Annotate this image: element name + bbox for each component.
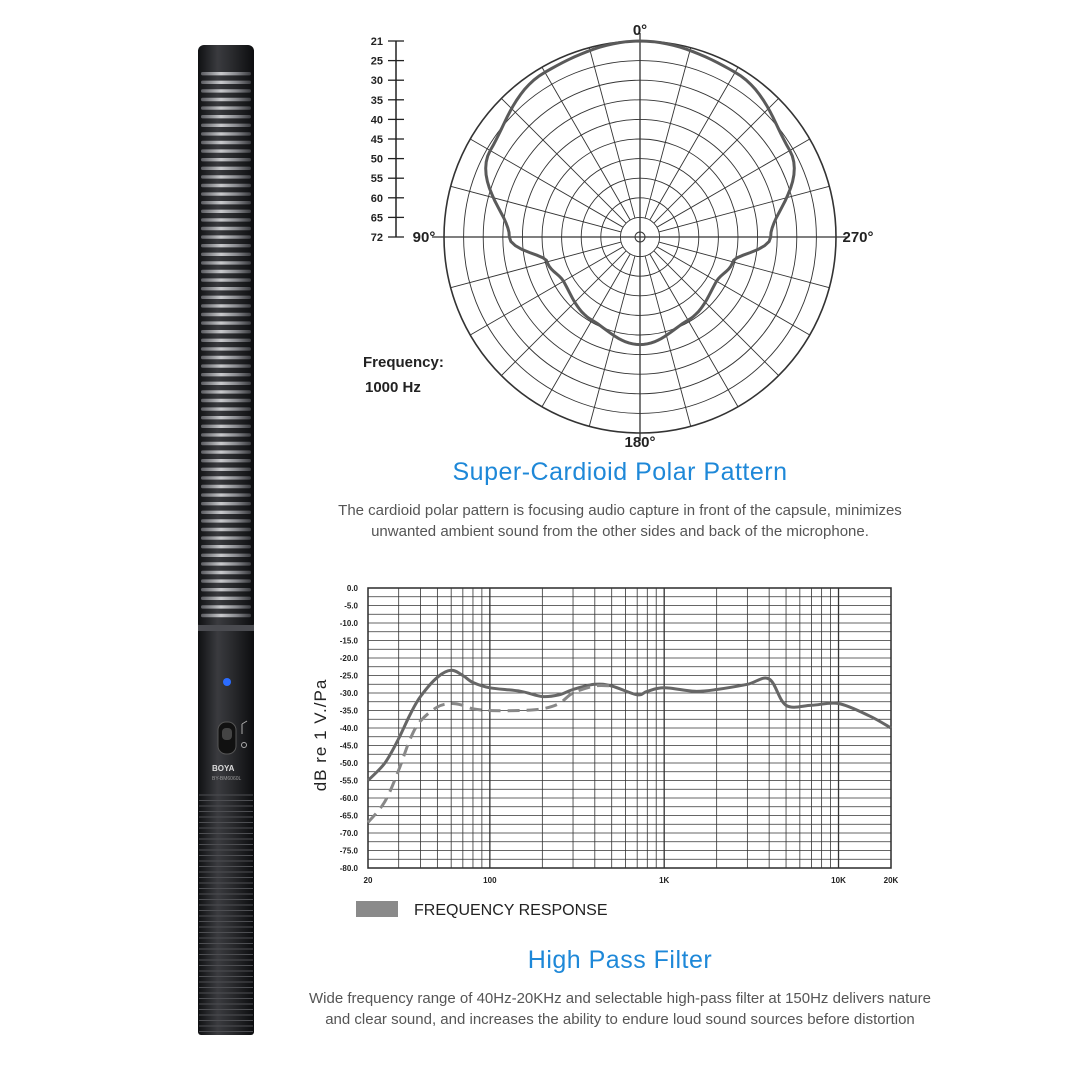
frequency-x-tick: 100	[483, 876, 497, 885]
polar-scale-label: 50	[370, 153, 383, 166]
polar-angle-label-0: 0°	[632, 22, 648, 39]
frequency-y-tick: -40.0	[339, 724, 358, 733]
polar-scale-label: 60	[370, 192, 383, 205]
frequency-legend-label: FREQUENCY RESPONSE	[414, 902, 608, 919]
polar-scale-label: 45	[370, 134, 383, 146]
polar-scale-label: 30	[370, 75, 383, 88]
polar-angle-label-270: 270°	[842, 229, 874, 246]
hpf-section-description	[262, 988, 978, 1030]
frequency-y-tick: -45.0	[339, 741, 358, 751]
frequency-y-tick: -65.0	[339, 811, 358, 821]
frequency-y-tick: -20.0	[339, 654, 358, 663]
hpf-description-line-2: and clear sound, and increases the ability to endure loud sound sources before distortion	[325, 1011, 915, 1028]
polar-scale-label: 21	[370, 36, 383, 48]
frequency-series-solid	[368, 670, 891, 780]
frequency-y-tick: -50.0	[339, 759, 358, 768]
frequency-y-tick: -80.0	[339, 864, 358, 873]
polar-scale-label: 72	[370, 232, 383, 244]
frequency-y-tick: -35.0	[339, 706, 358, 716]
frequency-grid	[368, 588, 891, 868]
frequency-y-tick: -10.0	[339, 619, 358, 628]
frequency-x-tick: 10K	[831, 876, 846, 885]
frequency-x-tick-labels	[364, 876, 899, 885]
frequency-y-tick-labels	[340, 584, 359, 873]
polar-scale-label: 35	[370, 94, 383, 107]
polar-scale-label: 40	[370, 114, 383, 127]
frequency-x-tick: 1K	[659, 876, 670, 885]
frequency-x-tick: 20K	[883, 876, 899, 885]
hpf-description-line-1: Wide frequency range of 40Hz-20KHz and selectable high-pass filter at 150Hz delivers nature	[308, 990, 931, 1007]
frequency-y-tick: -75.0	[339, 846, 358, 856]
frequency-y-tick: -15.0	[339, 636, 358, 646]
frequency-legend-swatch	[356, 901, 398, 917]
frequency-y-tick: -5.0	[344, 601, 358, 611]
polar-section-title: Super-Cardioid Polar Pattern	[452, 458, 788, 486]
polar-frequency-value: 1000 Hz	[365, 379, 421, 396]
polar-description-line-1: The cardioid polar pattern is focusing audio capture in front of the capsule, minimizes	[338, 502, 902, 519]
polar-frequency-label: Frequency:	[363, 354, 444, 371]
frequency-y-tick: 0.0	[346, 584, 358, 593]
frequency-y-axis-label: dB re 1 V./Pa	[311, 678, 330, 792]
mic-model-label: BY-BM6060L	[212, 776, 242, 782]
polar-scale-label: 65	[370, 212, 383, 225]
polar-angle-label-90: 90°	[412, 229, 436, 246]
polar-scale-label: 55	[370, 173, 383, 186]
frequency-y-tick: -55.0	[339, 776, 358, 786]
frequency-x-tick: 20	[363, 876, 373, 885]
polar-scale-label: 25	[370, 55, 383, 68]
frequency-y-tick: -25.0	[339, 671, 358, 681]
frequency-y-tick: -30.0	[339, 689, 358, 698]
polar-description-line-2: unwanted ambient sound from the other sides and back of the microphone.	[371, 523, 869, 540]
frequency-y-tick: -60.0	[339, 794, 358, 803]
frequency-y-tick: -70.0	[339, 829, 358, 838]
hpf-section-title: High Pass Filter	[527, 946, 713, 974]
polar-angle-label-180: 180°	[624, 434, 656, 451]
mic-brand-label: BOYA	[212, 764, 235, 773]
